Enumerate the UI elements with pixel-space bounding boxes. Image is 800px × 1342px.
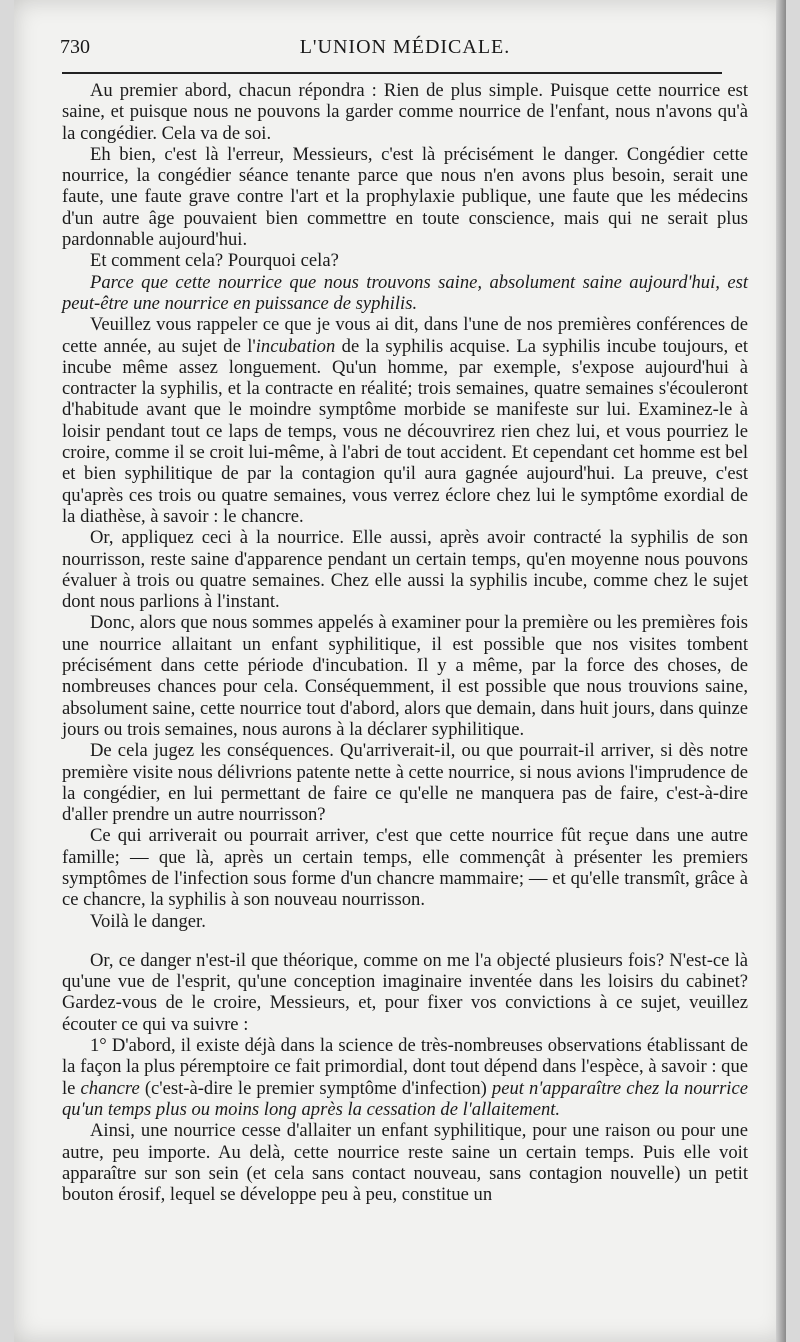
page-header	[60, 30, 750, 64]
emphasis-text: incubation	[255, 335, 336, 357]
page-edge-shadow	[776, 0, 786, 1342]
paragraph-text: de la syphilis acquise. La syphilis incube toujours, et incube même assez longuement. Qu'un homme, par exemple, s'expose aujourd'hui à contracter la syphilis, et la contracte en réalité; trois semaines, quatre semaines s'écouleront d'habitude avant que le moindre symptôme morbide se manifeste sur lui. Examinez-le à loisir pendant tout ce laps de temps, vous ne découvrirez rien chez lui, et vous pourriez le croire, comme il se croit lui-même, à l'abri de tout accident. Et cependant cet homme est bel et bien syphilitique de par la contagion qu'il aura gagnée aujourd'hui. La preuve, c'est qu'après ces trois ou quatre semaines, vous verrez éclore chez lui le symptôme exordial de la diathèse, à savoir : le chancre.	[62, 335, 748, 527]
paragraph-text: 1° D'abord, il existe déjà dans la science de très-nombreuses observations établissant de la façon la plus péremptoire ce fait primordial, dont tout dépend dans l'espèce, à savoir : que le	[62, 1035, 748, 1099]
paragraph: Eh bien, c'est là l'erreur, Messieurs, c'est là précisément le danger. Congédier cette nourrice, la congédier séance tenante parce que nous n'en avons plus besoin, serait une faute, une faute grave contre l'art et la prophylaxie publique, une faute que les médecins d'un autre âge pouvaient bien commettre en toute conscience, mais qui ne serait plus pardonnable aujourd'hui.	[62, 143, 748, 251]
paragraph	[62, 314, 748, 527]
paragraph: Ainsi, une nourrice cesse d'allaiter un enfant syphilitique, pour une raison ou pour une autre, peu importe. Au delà, cette nourrice reste saine un certain temps. Puis elle voit apparaître sur son sein (et cela sans contact nouveau, sans contagion nouvelle) un petit bouton érosif, lequel se développe peu à peu, constitue un	[62, 1120, 748, 1206]
paragraph: Au premier abord, chacun répondra : Rien de plus simple. Puisque cette nourrice est saine, et puisque nous ne pouvons la garder comme nourrice de l'enfant, nous n'avons qu'à la congédier. Cela va de soi.	[62, 80, 748, 144]
paragraph: De cela jugez les conséquences. Qu'arriverait-il, ou que pourrait-il arriver, si dès notre première visite nous délivrions patente nette à cette nourrice, si nous avions l'imprudence de la congédier, en lui permettant de faire ce qu'elle ne manquera pas de faire, c'est-à-dire d'aller prendre un autre nourrisson?	[62, 740, 748, 826]
emphasis-text: chancre	[80, 1077, 140, 1099]
paragraph: Ce qui arriverait ou pourrait arriver, c'est que cette nourrice fût reçue dans une autre famille; — que là, après un certain temps, elle commençât à présenter les premiers symptômes de l'infection sous forme d'un chancre mammaire; — et qu'elle transmît, grâce à ce chancre, la syphilis à son nouveau nourrisson.	[62, 825, 748, 911]
emphasis-text: peut n'apparaître chez la nourrice qu'un temps plus ou moins long après la cessation de l'allaitement.	[62, 1077, 748, 1120]
page-number: 730	[60, 36, 90, 58]
running-title: L'UNION MÉDICALE.	[299, 36, 511, 58]
document-page	[14, 0, 786, 1342]
paragraph: Parce que cette nourrice que nous trouvons saine, absolument saine aujourd'hui, est peut-être une nourrice en puissance de syphilis.	[62, 271, 748, 314]
paragraph-text: (c'est-à-dire le premier symptôme d'infection)	[139, 1077, 492, 1099]
paragraph: Voilà le danger.	[90, 910, 206, 932]
paragraph	[62, 1035, 748, 1120]
paragraph: Et comment cela? Pourquoi cela?	[90, 250, 339, 272]
paragraph: Or, appliquez ceci à la nourrice. Elle aussi, après avoir contracté la syphilis de son nourrisson, reste saine d'apparence pendant un certain temps, qu'en moyenne nous pouvons évaluer à trois ou quatre semaines. Chez elle aussi la syphilis incube, comme chez le sujet dont nous parlions à l'instant.	[62, 527, 748, 613]
body-text	[62, 80, 748, 1205]
paragraph: Donc, alors que nous sommes appelés à examiner pour la première ou les premières fois une nourrice allaitant un enfant syphilitique, il est possible que nos visites tombent précisément dans cette période d'incubation. Il y a même, par la force des choses, de nombreuses chances pour cela. Conséquemment, il est possible que nous trouvions saine, absolument saine, cette nourrice tout d'abord, alors que demain, dans huit jours, dans quinze jours ou trois semaines, nous aurons à la déclarer syphilitique.	[62, 612, 748, 740]
paragraph: Or, ce danger n'est-il que théorique, comme on me l'a objecté plusieurs fois? N'est-ce là qu'une vue de l'esprit, qu'une conception imaginaire inventée dans les loisirs du cabinet? Gardez-vous de le croire, Messieurs, et, pour fixer vos convictions à ce sujet, veuillez écouter ce qui va suivre :	[62, 949, 748, 1035]
paragraph-text: Veuillez vous rappeler ce que je vous ai dit, dans l'une de nos premières conférences de cette année, au sujet de l'	[62, 314, 748, 357]
header-rule	[62, 72, 722, 74]
